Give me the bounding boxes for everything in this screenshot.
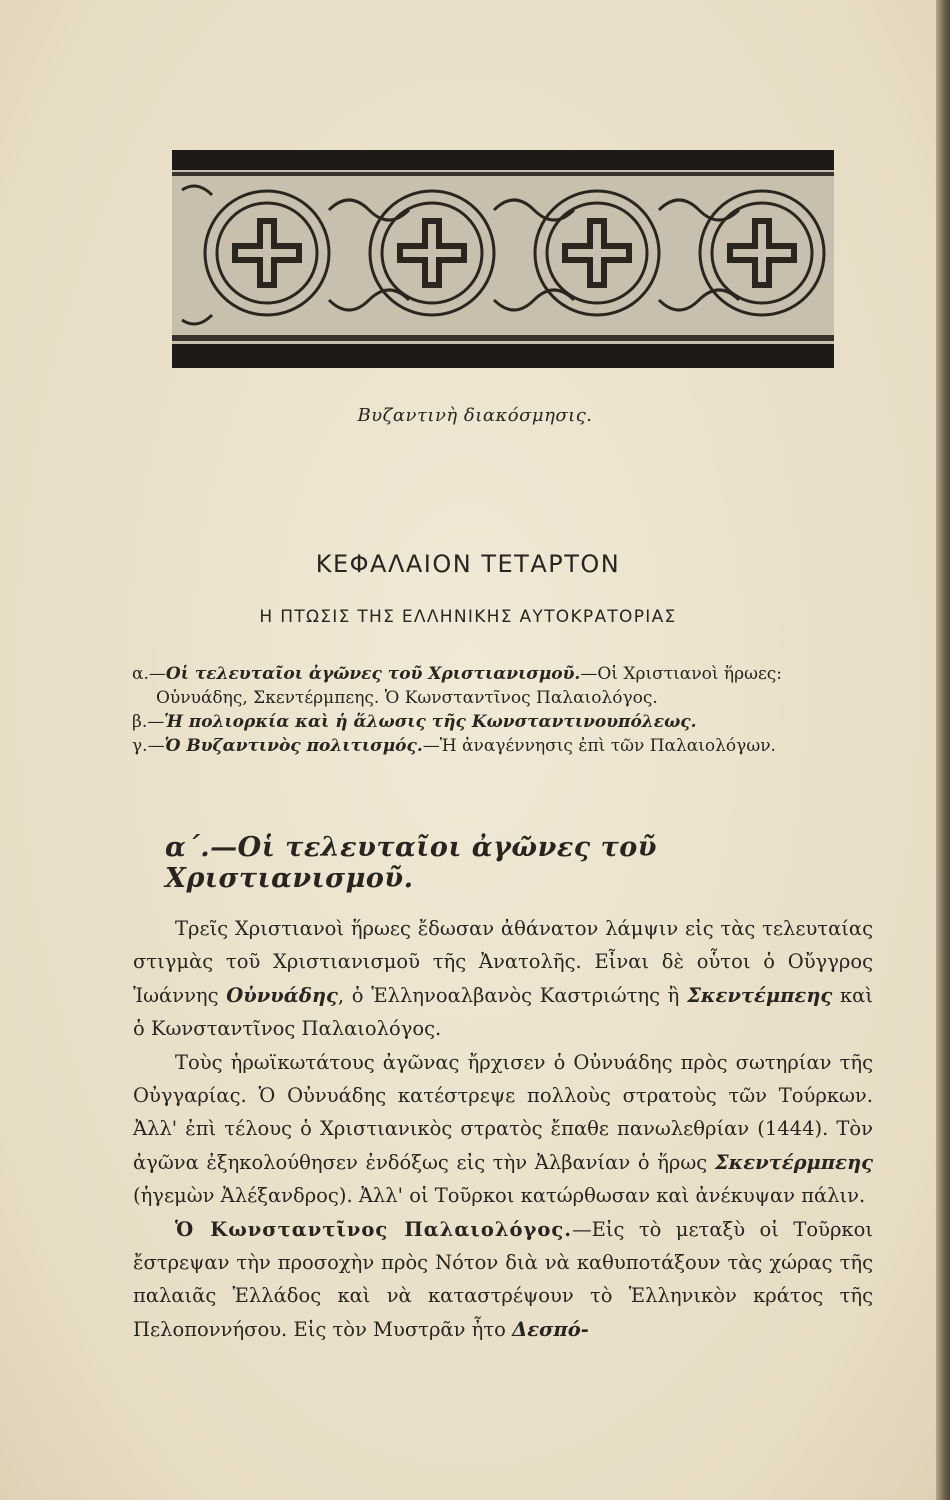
run-in-heading: Ὁ Κωνσταντῖνος Παλαιολόγος.: [175, 1217, 573, 1241]
contents-title-c: Ὁ Βυζαντινὸς πολιτισμός.: [164, 736, 423, 756]
byzantine-ornament-image: [172, 150, 834, 368]
contents-item-a: [132, 662, 872, 686]
contents-rest-c: —Ἡ ἀναγέννησις ἐπὶ τῶν Παλαιολόγων.: [422, 736, 776, 756]
page-edge: [936, 0, 950, 1500]
paragraph-1-text-b: , ὁ Ἑλληνοαλβανὸς Καστριώτης ἢ: [337, 983, 680, 1007]
contents-label-c: γ.—: [132, 736, 165, 756]
contents-label-b: β.—: [132, 712, 165, 732]
paragraph-2-text-b: . Τὸν ἀγῶνα ἐξηκολούθησεν ἐνδόξως εἰς τὴν Ἀλβανίαν ὁ ἥρως: [133, 1117, 873, 1174]
contents-item-c: [132, 734, 872, 758]
paragraph-1: [133, 912, 873, 1046]
paragraph-3-end-word: Δεσπό-: [512, 1317, 589, 1341]
contents-label-a: α.—: [132, 664, 166, 684]
contents-item-b: [132, 710, 872, 734]
chapter-contents: [132, 662, 872, 758]
image-caption: Βυζαντινὴ διακόσμησις.: [357, 405, 593, 426]
contents-title-a: Οἱ τελευταῖοι ἀγῶνες τοῦ Χριστιανισμοῦ.: [165, 664, 581, 684]
year-1444: (1444): [757, 1117, 823, 1141]
name-skanderbeg: Σκεντέμπεης: [687, 983, 833, 1007]
paragraph-2-text-c: (ἡγεμὼν Ἀλέξανδρος). Ἀλλ' οἱ Τοῦρκοι κατώρθωσαν καὶ ἀνέκυψαν πάλιν.: [133, 1184, 866, 1208]
paragraph-3: [133, 1213, 873, 1347]
chapter-title: ΚΕΦΑΛΑΙΟΝ ΤΕΤΑΡΤΟΝ: [315, 550, 621, 578]
paragraph-1-text-a: Τρεῖς Χριστιανοὶ ἥρωες ἔδωσαν ἀθάνατον λάμψιν εἰς τὰς τελευταίας στιγμὰς τοῦ Χριστιανισμοῦ τῆς Ἀνατολῆς. Εἶναι δὲ οὗτοι ὁ Οὔγγρος Ἰωάννης: [133, 917, 873, 1007]
section-heading: α΄.—Οἱ τελευταῖοι ἀγῶνες τοῦ Χριστιανισμοῦ.: [165, 832, 658, 894]
contents-item-a-line2: Οὐνυάδης, Σκεντέρμπεης. Ὁ Κωνσταντῖνος Παλαιολόγος.: [156, 688, 658, 708]
chapter-subtitle: Η ΠΤΩΣΙΣ ΤΗΣ ΕΛΛΗΝΙΚΗΣ ΑΥΤΟΚΡΑΤΟΡΙΑΣ: [259, 607, 677, 627]
contents-rest-a: —Οἱ Χριστιανοὶ ἥρωες:: [580, 664, 783, 684]
paragraph-2-text-a: Τοὺς ἡρωϊκωτάτους ἀγῶνας ἤρχισεν ὁ Οὐνυάδης πρὸς σωτηρίαν τῆς Οὐγγαρίας. Ὁ Οὐνυάδης κατέστρεψε πολλοὺς στρατοὺς τῶν Τούρκων. Ἀλλ' ἐπὶ τέλους ὁ Χριστιανικὸς στρατὸς ἔπαθε πανωλεθρίαν: [133, 1050, 873, 1141]
paragraph-1-text-c: καὶ ὁ Κωνσταντῖνος Παλαιολόγος.: [133, 983, 873, 1041]
contents-title-b: Ἡ πολιορκία καὶ ἡ ἅλωσις τῆς Κωνσταντινουπόλεως.: [164, 712, 697, 732]
name-skanderbeg-2: Σκεντέρμπεης: [714, 1150, 874, 1174]
body-text: [133, 912, 873, 1346]
name-hunyadi: Οὐνυάδης: [226, 983, 338, 1007]
paragraph-2: [133, 1046, 873, 1213]
paragraph-3-text: —Εἰς τὸ μεταξὺ οἱ Τοῦρκοι ἔστρεψαν τὴν προσοχὴν πρὸς Νότον διὰ νὰ καθυποτάξουν τὰς χώρας τῆς παλαιᾶς Ἑλλάδος καὶ νὰ καταστρέψουν τὸ Ἑλληνικὸν κράτος τῆς Πελοποννήσου. Εἰς τὸν Μυστρᾶν ἦτο: [133, 1217, 873, 1341]
